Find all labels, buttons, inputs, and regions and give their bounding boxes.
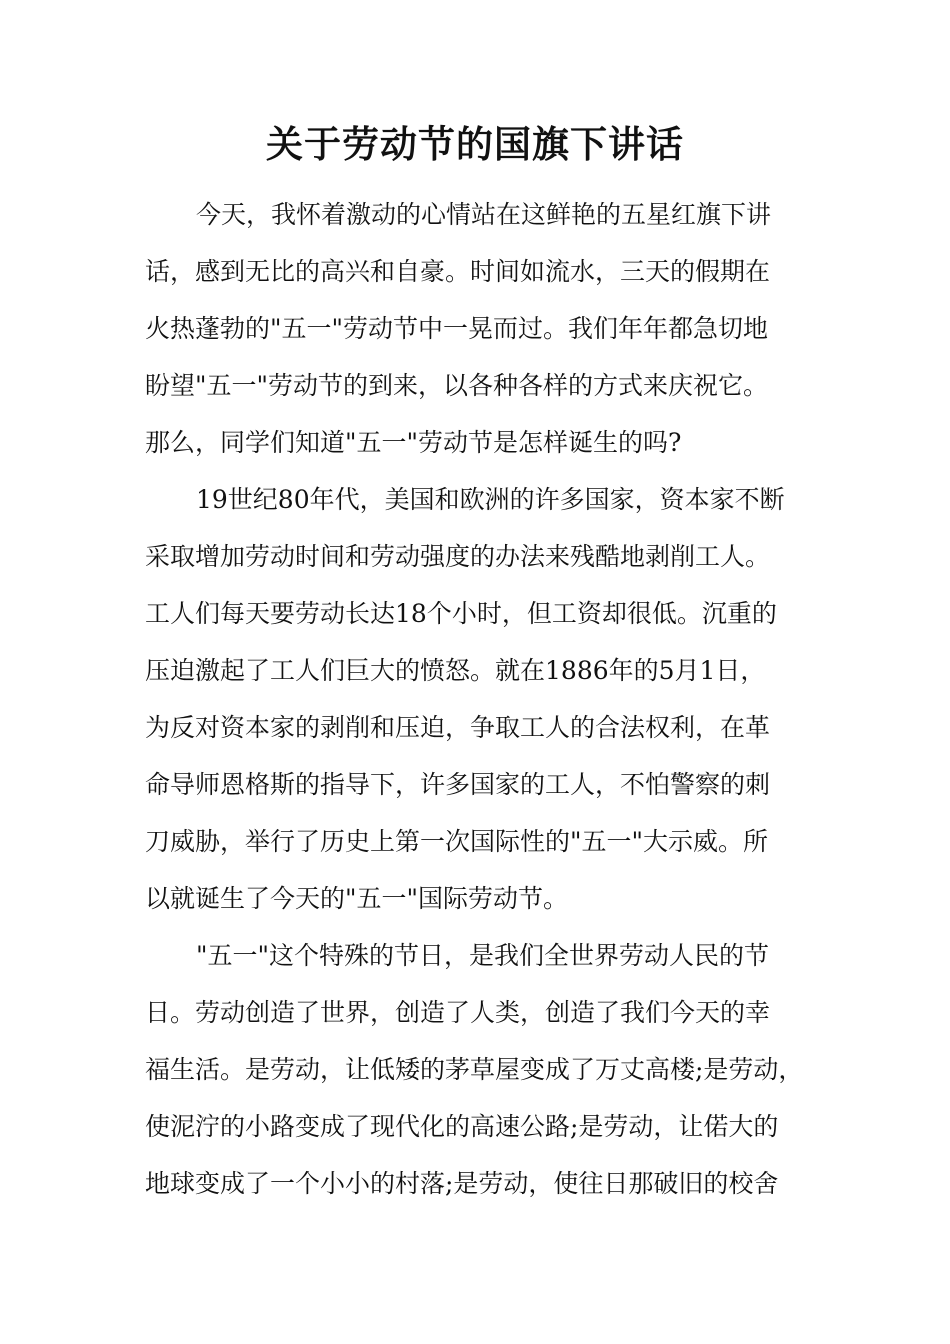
text-line: 刀威胁，举行了历史上第一次国际性的"五一"大示威。所	[145, 827, 769, 856]
text-line: 采取增加劳动时间和劳动强度的办法来残酷地剥削工人。	[145, 542, 771, 571]
text-line: 福生活。是劳动，让低矮的茅草屋变成了万丈高楼;是劳动，	[145, 1055, 804, 1084]
text-line: 今天，我怀着激动的心情站在这鲜艳的五星红旗下讲	[196, 200, 772, 229]
text-line: 使泥泞的小路变成了现代化的高速公路;是劳动，让偌大的	[145, 1112, 779, 1141]
text-line: 火热蓬勃的"五一"劳动节中一晃而过。我们年年都急切地	[145, 314, 769, 343]
text-line: 话，感到无比的高兴和自豪。时间如流水，三天的假期在	[145, 257, 771, 286]
text-line: 命导师恩格斯的指导下，许多国家的工人，不怕警察的刺	[145, 770, 771, 799]
text-line: 地球变成了一个小小的村落;是劳动，使往日那破旧的校舍	[145, 1169, 779, 1198]
text-line: 盼望"五一"劳动节的到来，以各种各样的方式来庆祝它。	[145, 371, 769, 400]
text-line: 压迫激起了工人们巨大的愤怒。就在1886年的5月1日，	[145, 656, 766, 685]
text-line: "五一"这个特殊的节日，是我们全世界劳动人民的节	[196, 941, 770, 970]
text-line: 为反对资本家的剥削和压迫，争取工人的合法权利，在革	[145, 713, 771, 742]
text-line: 以就诞生了今天的"五一"国际劳动节。	[145, 884, 568, 913]
text-line: 日。劳动创造了世界，创造了人类，创造了我们今天的幸	[145, 998, 771, 1027]
text-line: 19世纪80年代，美国和欧洲的许多国家，资本家不断	[196, 485, 785, 514]
text-line: 工人们每天要劳动长达18个小时，但工资却很低。沉重的	[145, 599, 777, 628]
text-line: 那么，同学们知道"五一"劳动节是怎样诞生的吗?	[145, 428, 682, 457]
page-title: 关于劳动节的国旗下讲话	[266, 122, 684, 166]
